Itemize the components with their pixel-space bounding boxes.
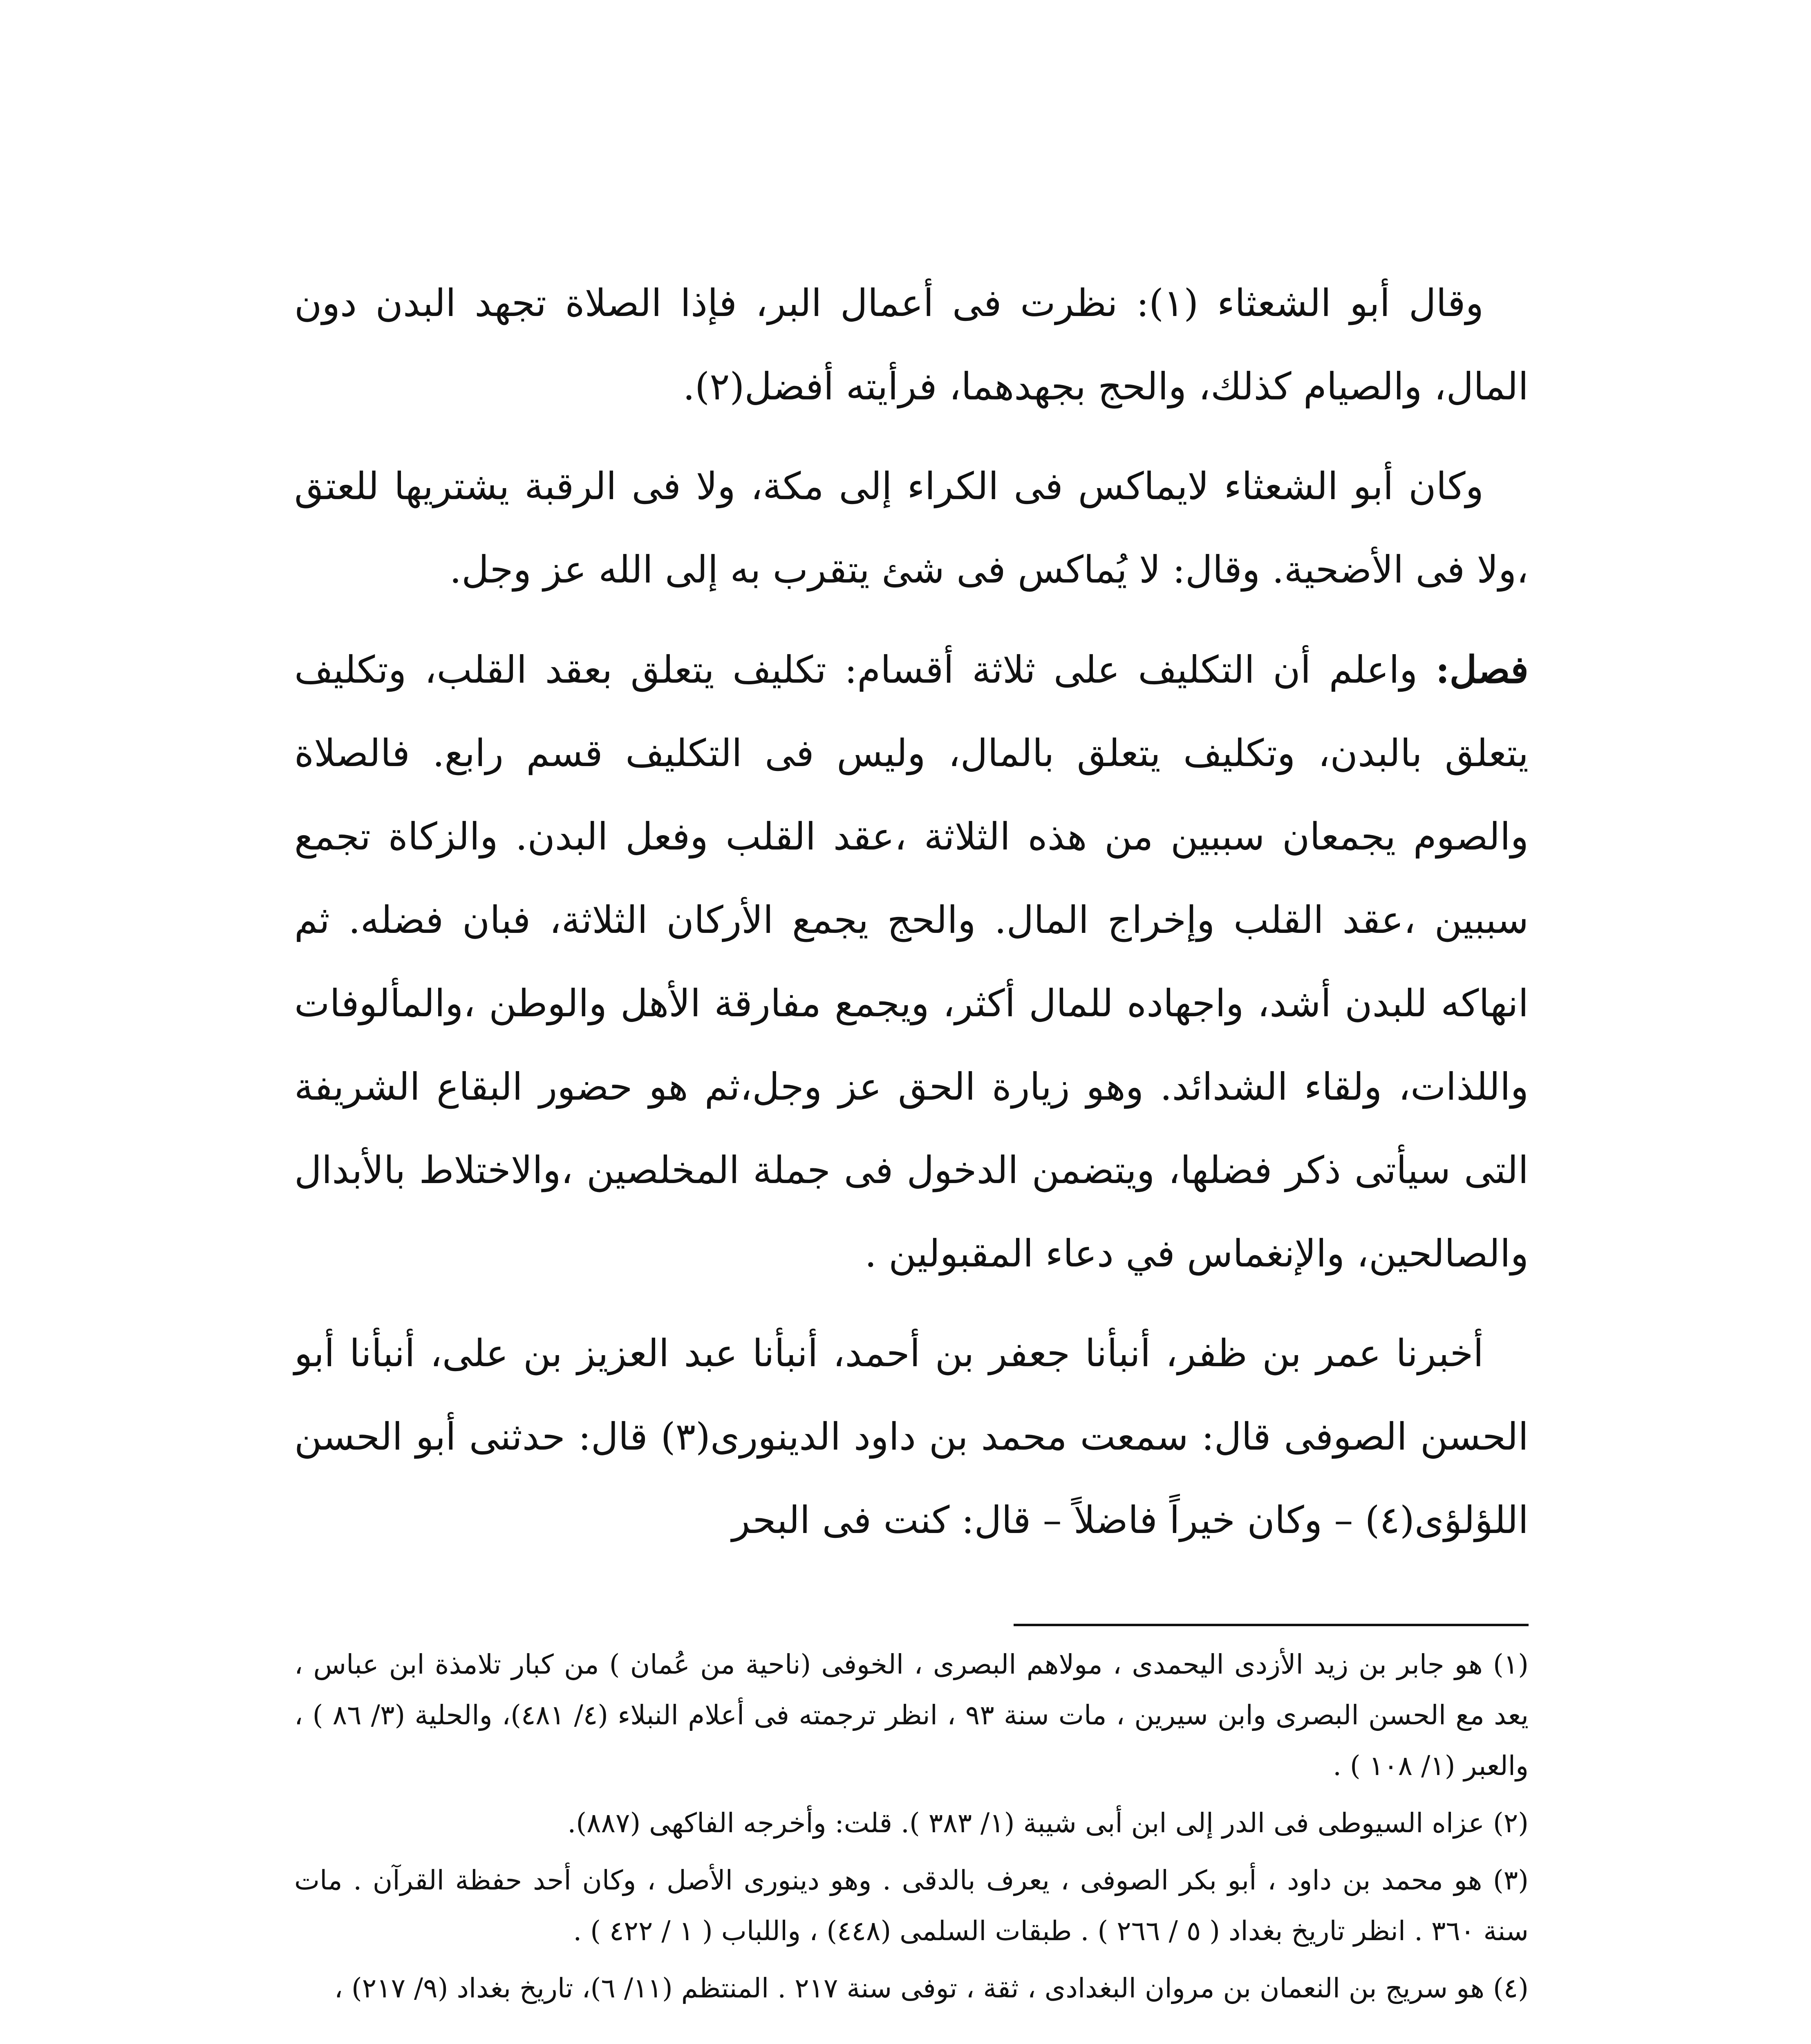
paragraph: [294, 445, 1529, 612]
paragraph-text: واعلم أن التكليف على ثلاثة أقسام: تكليف يتعلق بعقد القلب، وتكليف يتعلق بالبدن، وتكليف يتعلق بالمال، وليس فى التكليف قسم رابع. فالصلاة والصوم يجمعان سببين من هذه الثلاثة ،عقد القلب وفعل البدن. والزكاة تجمع سببين ،عقد القلب وإخراج المال. والحج يجمع الأركان الثلاثة، فبان فضله. ثم انهاكه للبدن أشد، واجهاده للمال أكثر، ويجمع مفارقة الأهل والوطن ،والمألوفات واللذات، ولقاء الشدائد. وهو زيارة الحق عز وجل،ثم هو حضور البقاع الشريفة التى سيأتى ذكر فضلها، ويتضمن الدخول فى جملة المخلصين ،والاختلاط بالأبدال والصالحين، والإنغماس في دعاء المقبولين .: [294, 648, 1529, 1275]
paragraph: [294, 262, 1529, 428]
paragraph-text: وقال أبو الشعثاء (١): نظرت فى أعمال البر، فإذا الصلاة تجهد البدن دون المال، والصيام كذلك، والحج بجهدهما، فرأيته أفضل(٢).: [294, 281, 1529, 408]
paragraph-text: أخبرنا عمر بن ظفر، أنبأنا جعفر بن أحمد، أنبأنا عبد العزيز بن على، أنبأنا أبو الحسن الصوفى قال: سمعت محمد بن داود الدينورى(٣) قال: حدثنى أبو الحسن اللؤلؤى(٤) – وكان خيراً فاضلاً – قال: كنت فى البحر: [294, 1331, 1529, 1542]
paragraph-text: وكان أبو الشعثاء لايماكس فى الكراء إلى مكة، ولا فى الرقبة يشتريها للعتق ،ولا فى الأضحية. وقال: لا يُماكس فى شئ يتقرب به إلى الله عز وجل.: [294, 464, 1529, 592]
footnote: (٢) عزاه السيوطى فى الدر إلى ابن أبى شيبة (١/ ٣٨٣ ). قلت: وأخرجه الفاكهى (٨٨٧).: [567, 1807, 1529, 1839]
paragraph: [294, 628, 1529, 1295]
footnote-separator: [1014, 1624, 1529, 1626]
footnote: (٣) هو محمد بن داود ، أبو بكر الصوفى ، يعرف بالدقى . وهو دينورى الأصل ، وكان أحد حفظة القرآن . مات سنة ٣٦٠ . انظر تاريخ بغداد ( ٥ / ٢٦٦ ) . طبقات السلمى (٤٤٨) ، واللباب ( ١ / ٤٢٢ ) .: [294, 1865, 1529, 1947]
main-text: [294, 262, 1529, 1578]
footnotes: [294, 1639, 1529, 2020]
paragraph: [294, 1312, 1529, 1562]
section-lead: فصل:: [1435, 648, 1529, 692]
footnote: (٤) هو سريج بن النعمان بن مروان البغدادى ، ثقة ، توفى سنة ٢١٧ . المنتظم (١١/ ٦)، تاريخ بغداد (٩/ ٢١٧) ،: [334, 1972, 1529, 2004]
footnote: (١) هو جابر بن زيد الأزدى اليحمدى ، مولاهم البصرى ، الخوفى (ناحية من عُمان ) من كبار تلامذة ابن عباس ، يعد مع الحسن البصرى وابن سيرين ، مات سنة ٩٣ ، انظر ترجمته فى أعلام النبلاء (٤/ ٤٨١)، والحلية (٣/ ٨٦ ) ، والعبر (١/ ١٠٨ ) .: [294, 1649, 1529, 1782]
